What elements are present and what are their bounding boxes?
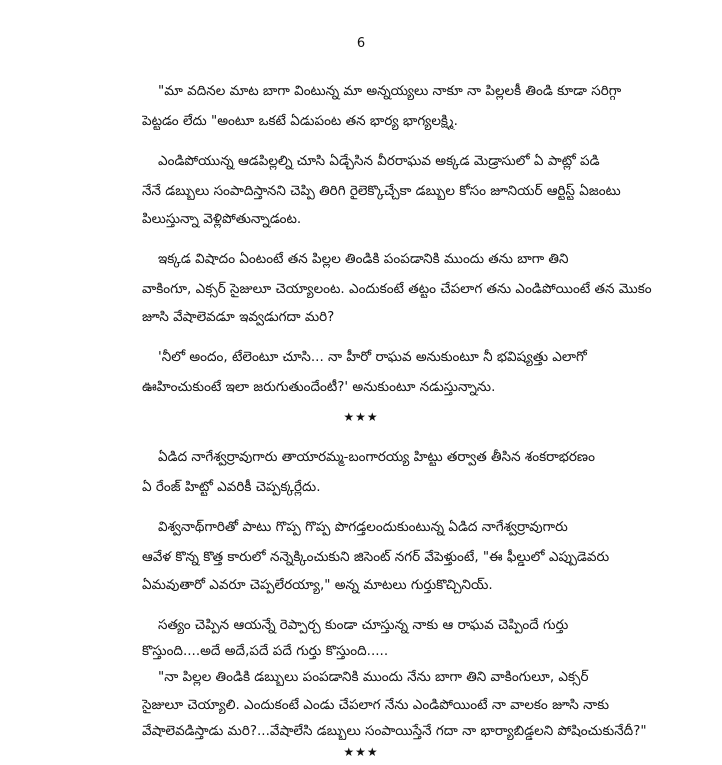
section-separator-bottom: ★★★ xyxy=(343,745,379,759)
paragraph-5-line-2: ఏ రేంజ్ హిట్టో ఎవరికీ చెప్పక్కర్లేదు. xyxy=(142,479,321,495)
paragraph-3-line-3: జూసి వేషాలెవడూ ఇవ్వడుగదా మరి? xyxy=(142,309,335,325)
paragraph-4-line-2: ఊహించుకుంటే ఇలా జరుగుతుందేంటీ?' అనుకుంటూ నడుస్తున్నాను. xyxy=(142,379,496,395)
paragraph-2-line-1: ఎండిపోయున్న ఆడపిల్లల్ని చూసి ఏడ్చేసిన వీరరాఘవ అక్కడ మెడ్రాసులో ఏ పాట్లో పడి xyxy=(158,153,600,169)
paragraph-6-line-3: ఏమవుతారో ఎవరూ చెప్పలేరయ్యా," అన్న మాటలు గుర్తుకొచ్చినియ్. xyxy=(142,577,493,593)
paragraph-1-line-2: పెట్టడం లేదు "అంటూ ఒకటే ఏడుపంట తన భార్య భాగ్యలక్ష్మి. xyxy=(142,113,458,129)
section-separator: ★★★ xyxy=(343,410,379,424)
paragraph-1-line-1: "మా వదినల మాట బాగా వింటున్న మా అన్నయ్యలు నాకూ నా పిల్లలకీ తిండి కూడా సరిగ్గా xyxy=(158,83,622,99)
paragraph-7-line-1: సత్యం చెప్పిన ఆయన్నే రెప్పార్చ కుండా చూస్తున్న నాకు ఆ రాఘవ చెప్పిందే గుర్తు xyxy=(158,617,569,633)
paragraph-3-line-2: వాకింగూ, ఎక్సర్ సైజులూ చెయ్యాలంట. ఎందుకంటే తట్టం చేపలాగ తను ఎండిపోయింటే తన మొకం xyxy=(142,281,652,297)
paragraph-6-line-1: విశ్వనాథ్‌గారితో పాటు గొప్ప గొప్ప పొగడ్తలందుకుంటున్న ఏడిద నాగేశ్వర్రావుగారు xyxy=(158,519,568,535)
paragraph-6-line-2: ఆవేళ కొన్న కొత్త కారులో నన్నెక్కించుకుని జిసెంట్ నగర్ వేపెళ్తుంటే, "ఈ ఫీల్డులో ఎప్పుడెవరు xyxy=(142,549,610,565)
paragraph-8-line-3: వేషాలెవడిస్తాడు మరి?...వేషాలేసి డబ్బులు సంపాయిస్తేనే గదా నా భార్యాబిడ్డలని పోషించుకునేదీ?" xyxy=(142,723,647,739)
paragraph-3-line-1: ఇక్కడ విషాదం ఏంటంటే తన పిల్లల తిండికి పంపడానికి ముందు తను బాగా తిని xyxy=(158,251,569,267)
paragraph-8-line-1: "నా పిల్లల తిండికి డబ్బులు పంపడానికి ముందు నేను బాగా తిని వాకింగులూ, ఎక్సర్ xyxy=(158,669,589,685)
paragraph-5-line-1: ఏడిద నాగేశ్వర్రావుగారు తాయారమ్మ-బంగారయ్య హిట్టు తర్వాత తీసిన శంకరాభరణం xyxy=(158,449,595,465)
paragraph-8-line-2: సైజులూ చెయ్యాలి. ఎందుకంటే ఎండు చేపలాగ నేను ఎండిపోయింటే నా వాలకం జూసి నాకు xyxy=(142,697,609,713)
paragraph-2-line-2: నేనే డబ్బులు సంపాదిస్తానని చెప్పి తిరిగి రైలెక్కొచ్చేకా డబ్బుల కోసం జూనియర్ ఆర్టిస్ట్ ఏజంటు xyxy=(142,183,621,199)
paragraph-2-line-3: పిలుస్తున్నా వెళ్లిపోతున్నాడంట. xyxy=(142,211,302,227)
page-number: 6 xyxy=(356,36,366,51)
paragraph-7-line-2: కొస్తుంది....అదే అదే,పదే పదే గుర్తు కొస్తుంది..... xyxy=(142,643,389,659)
paragraph-4-line-1: 'నీలో అందం, టేలెంటూ చూసి... నా హీరో రాఘవ అనుకుంటూ నీ భవిష్యత్తు ఎలాగో xyxy=(158,349,587,365)
